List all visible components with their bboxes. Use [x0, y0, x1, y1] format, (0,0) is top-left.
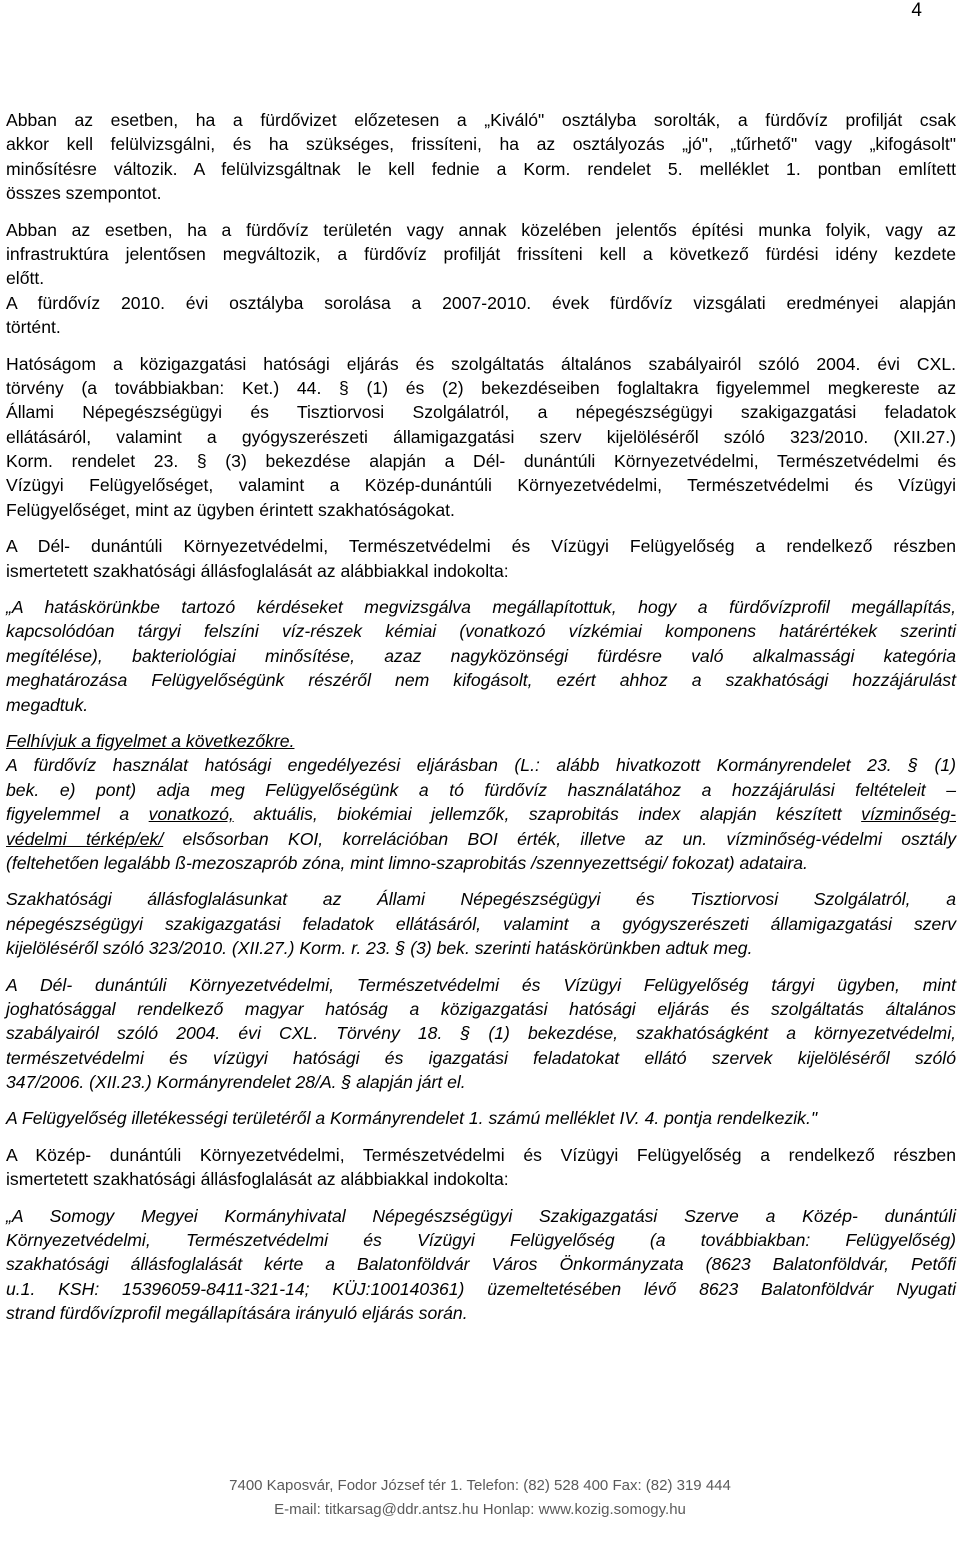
text-line: ismertetett szakhatósági állásfoglalását az alábbiakkal indokolta:	[6, 1169, 509, 1190]
text-line: 347/2006. (XII.23.) Kormányrendelet 28/A. § alapján járt el.	[6, 1072, 466, 1093]
text-line: kapcsolódóan tárgyi felszíni víz-részek kémiai (vonatkozó vízkémiai komponens határértékek szerinti	[6, 621, 956, 642]
text-line: A Felügyelőség illetékességi területéről a Kormányrendelet 1. számú melléklet IV. 4. pontja rendelkezik."	[6, 1108, 818, 1129]
text-line: törvény (a továbbiakban: Ket.) 44. § (1) és (2) bekezdéseiben foglaltakra figyelemmel megkereste az	[6, 377, 956, 398]
text-line: joghatósággal rendelkező magyar hatóság a közigazgatási hatósági eljárás és szolgáltatás általános	[6, 998, 956, 1019]
underlined-term: vízminőség-	[861, 804, 956, 825]
text-line: A fürdővíz használat hatósági engedélyezési eljárásban (L.: alább hivatkozott Kormányrendelet 23. § (1)	[6, 755, 956, 776]
footer-contact: E-mail: titkarsag@ddr.antsz.hu Honlap: www.kozig.somogy.hu	[274, 1501, 686, 1518]
text-line: meghatározása Felügyelőségünk részéről nem kifogásolt, ezért ahhoz a szakhatósági hozzájárulást	[6, 670, 956, 691]
paragraph-authority-request	[6, 352, 956, 523]
text-line: Abban az esetben, ha a fürdővizet előzetesen a „Kiváló" osztályba sorolták, a fürdővíz profilját csak	[6, 110, 956, 130]
text-line: A fürdővíz 2010. évi osztályba sorolása a 2007-2010. évek fürdővíz vizsgálati eredményei alapján	[6, 292, 956, 313]
text-line: A Dél- dunántúli Környezetvédelmi, Természetvédelmi és Vízügyi Felügyelőség tárgyi ügyben, mint	[6, 974, 956, 995]
underlined-term: vonatkozó,	[148, 804, 234, 825]
text-line: Hatóságom a közigazgatási hatósági eljárás és szolgáltatás általános szabályairól szóló 2004. évi CXL.	[6, 353, 956, 374]
text-line: strand fürdővízprofil megállapítására irányuló eljárás során.	[6, 1303, 468, 1324]
paragraph-competence-basis	[6, 887, 956, 960]
text-line: Felügyelőséget, mint az ügyben érintett szakhatóságokat.	[6, 499, 455, 520]
paragraph-south-transdanubian-intro	[6, 534, 956, 583]
text-line: megadtuk.	[6, 694, 89, 715]
text-line: bek. e) pont) adja meg Felügyelőségünk a tó fürdővíz használatához a hozzájárulási feltételeit –	[6, 779, 956, 800]
text-line: népegészségügyi szakigazgatási feladatok ellátásáról, valamint a gyógyszerészeti államigazgatási szerv	[6, 913, 956, 934]
text-line: összes szempontot.	[6, 183, 162, 204]
text-line: Környezetvédelmi, Természetvédelmi és Vízügyi Felügyelőség (a továbbiakban: Felügyelőség)	[6, 1230, 956, 1251]
text-line: megítélése), bakteriológiai minősítése, azaz nagyközönségi fürdésre való alkalmassági kategória	[6, 645, 956, 666]
text-line: előtt.	[6, 268, 45, 289]
text-line: szakhatósági állásfoglalását kérte a Balatonföldvár Város Önkormányzata (8623 Balatonföldvár, Petőfi	[6, 1254, 956, 1275]
footer-address: 7400 Kaposvár, Fodor József tér 1. Telefon: (82) 528 400 Fax: (82) 319 444	[229, 1477, 731, 1494]
paragraph-somogy-quote	[6, 1204, 956, 1326]
paragraph-quoted-justification	[6, 595, 956, 717]
text-line: Szakhatósági állásfoglalásunkat az Állami Népegészségügyi és Tisztiorvosi Szolgálatról, a	[6, 889, 956, 910]
text-line: „A hatáskörünkbe tartozó kérdéseket megvizsgálva megállapítottuk, hogy a fürdővízprofil megállapítás,	[6, 597, 956, 618]
text-line: figyelemmel a vonatkozó, aktuális, biokémiai jellemzők, szaprobitás index alapján készített vízminőség-	[6, 804, 956, 825]
text-line: Abban az esetben, ha a fürdővíz területén vagy annak közelében jelentős építési munka folyik, vagy az	[6, 219, 956, 240]
text-line: természetvédelmi és vízügyi hatósági és igazgatási feladatokat ellátó szervek kijelöléséről szóló	[6, 1047, 956, 1068]
text-line: A Dél- dunántúli Környezetvédelmi, Természetvédelmi és Vízügyi Felügyelőség a rendelkező részben	[6, 536, 956, 557]
text-line: kijelöléséről szóló 323/2010. (XII.27.) Korm. r. 23. § (3) bek. szerinti hatáskörünkben adtuk meg.	[6, 938, 753, 959]
text-line: szabályairól szóló 2004. évi CXL. Törvény 18. § (1) bekezdése, szakhatóságként a környezetvédelmi,	[6, 1023, 956, 1044]
paragraph-classification-2010	[6, 291, 956, 340]
text-line: (feltehetően legalább ß-mezoszaprób zóna, mint limno-szaprobitás /szennyezettségi/ fokozat) adataira.	[6, 852, 808, 873]
text-line: „A Somogy Megyei Kormányhivatal Népegészségügyi Szakigazgatási Szerve a Közép- dunántúli	[6, 1205, 956, 1226]
page-number: 4	[911, 0, 922, 21]
underlined-term: védelmi térkép/ek/	[6, 828, 164, 849]
text-line: u.1. KSH: 15396059-8411-321-14; KÜJ:100140361) üzemeltetésében lévő 8623 Balatonföldvár Nyugati	[6, 1278, 956, 1299]
text-line: történt.	[6, 317, 61, 338]
paragraph-territorial-competence	[6, 1106, 956, 1130]
text-line: infrastruktúra jelentősen megváltozik, a fürdővíz profilját frissíteni kell a következő fürdési idény kezdete	[6, 243, 956, 264]
paragraph-central-transdanubian-intro	[6, 1143, 956, 1192]
text-line: Állami Népegészségügyi és Tisztiorvosi Szolgálatról, a népegészségügyi szakigazgatási feladatok	[6, 402, 956, 423]
text-line: védelmi térkép/ek/ elsősorban KOI, korrelációban BOI érték, illetve az un. vízminőség-védelmi osztály	[6, 828, 956, 849]
document-body	[6, 108, 956, 1326]
text-line: A Közép- dunántúli Környezetvédelmi, Természetvédelmi és Vízügyi Felügyelőség a rendelkező részben	[6, 1144, 956, 1165]
attention-heading: Felhívjuk a figyelmet a következőkre.	[6, 730, 295, 751]
text-line: Vízügyi Felügyelőséget, valamint a Közép-dunántúli Környezetvédelmi, Természetvédelmi és Vízügyi	[6, 475, 956, 496]
text-line: akkor kell felülvizsgálni, és ha szükséges, frissíteni, ha az osztályozás „jó", „tűrhető" vagy „kifogásolt"	[6, 134, 956, 155]
paragraph-jurisdiction	[6, 973, 956, 1095]
text-line: Korm. rendelet 23. § (3) bekezdése alapján a Dél- dunántúli Környezetvédelmi, Természetvédelmi és	[6, 451, 956, 472]
text-line: minősítésre változik. A felülvizsgáltnak le kell fednie a Korm. rendelet 5. melléklet 1. pontban említett	[6, 158, 956, 179]
paragraph-profile-review	[6, 108, 956, 206]
paragraph-attention-notice	[6, 729, 956, 875]
page-footer	[0, 1474, 960, 1522]
paragraph-construction-update	[6, 218, 956, 291]
text-line: ismertetett szakhatósági állásfoglalását az alábbiakkal indokolta:	[6, 560, 509, 581]
text-line: ellátásáról, valamint a gyógyszerészeti államigazgatási szerv kijelöléséről szóló 323/2010. (XII.27.)	[6, 426, 956, 447]
